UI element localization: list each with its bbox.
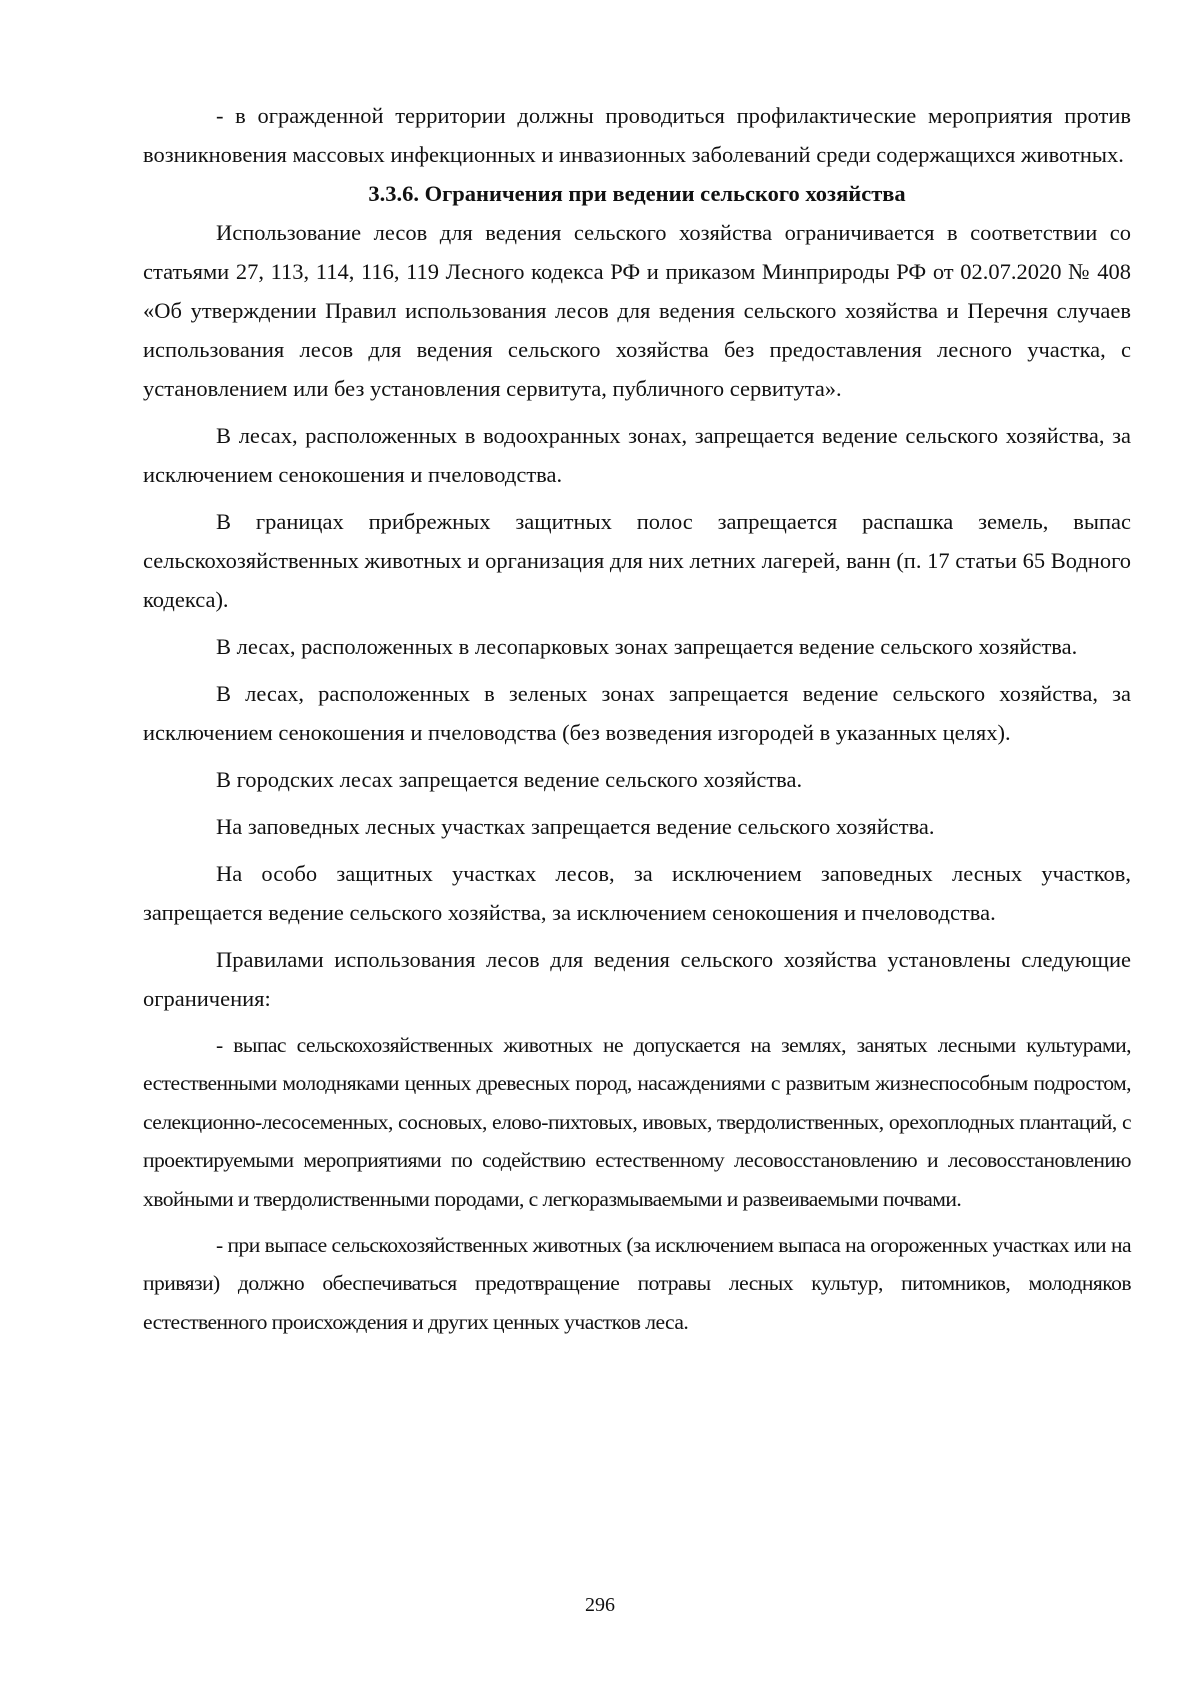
paragraph-green-zones: В лесах, расположенных в зеленых зонах запрещается ведение сельского хозяйства, за исключением сенокошения и пчеловодства (без возведения изгородей в указанных целях).: [143, 681, 1131, 745]
paragraph-fence-prevention: - в огражденной территории должны проводиться профилактические мероприятия против возникновения массовых инфекционных и инвазионных заболеваний среди содержащихся животных.: [143, 103, 1131, 167]
paragraph-urban-forests: В городских лесах запрещается ведение сельского хозяйства.: [216, 767, 803, 792]
section-heading: 3.3.6. Ограничения при ведении сельского хозяйства: [368, 181, 906, 206]
paragraph-water-protection-zones: В лесах, расположенных в водоохранных зонах, запрещается ведение сельского хозяйства, за исключением сенокошения и пчеловодства.: [143, 423, 1131, 487]
page-number: 296: [585, 1594, 615, 1616]
paragraph-legal-basis: Использование лесов для ведения сельского хозяйства ограничивается в соответствии со статьями 27, 113, 114, 116, 119 Лесного кодекса РФ и приказом Минприроды РФ от 02.07.2020 № 408 «Об утверждении Правил использования лесов для ведения сельского хозяйства и Перечня случаев использования лесов для ведения сельского хозяйства без предоставления лесного участка, с установлением или без установления сервитута, публичного сервитута».: [143, 220, 1131, 401]
paragraph-grazing-prevention: - при выпасе сельскохозяйственных животных (за исключением выпаса на огороженных участках или на привязи) должно обеспечиваться предотвращение потравы лесных культур, питомников, молодняков естественного происхождения и других ценных участков леса.: [143, 1233, 1131, 1334]
paragraph-rules-intro: Правилами использования лесов для ведения сельского хозяйства установлены следующие ограничения:: [143, 947, 1131, 1011]
paragraph-reserved-plots: На заповедных лесных участках запрещается ведение сельского хозяйства.: [216, 814, 935, 839]
page-body: [143, 96, 1131, 1341]
paragraph-coastal-strips: В границах прибрежных защитных полос запрещается распашка земель, выпас сельскохозяйственных животных и организация для них летних лагерей, ванн (п. 17 статьи 65 Водного кодекса).: [143, 509, 1131, 612]
paragraph-protective-plots: На особо защитных участках лесов, за исключением заповедных лесных участков, запрещается ведение сельского хозяйства, за исключением сенокошения и пчеловодства.: [143, 861, 1131, 925]
paragraph-forest-park-zones: В лесах, расположенных в лесопарковых зонах запрещается ведение сельского хозяйства.: [216, 634, 1078, 659]
paragraph-grazing-restriction: - выпас сельскохозяйственных животных не допускается на землях, занятых лесными культурами, естественными молодняками ценных древесных пород, насаждениями с развитым жизнеспособным подростом, селекционно-лесосеменных, сосновых, елово-пихтовых, ивовых, твердолиственных, орехоплодных плантаций, с проектируемыми мероприятиями по содействию естественному лесовосстановлению и лесовосстановлению хвойными и твердолиственными породами, с легкоразмываемыми и развеиваемыми почвами.: [143, 1033, 1131, 1211]
